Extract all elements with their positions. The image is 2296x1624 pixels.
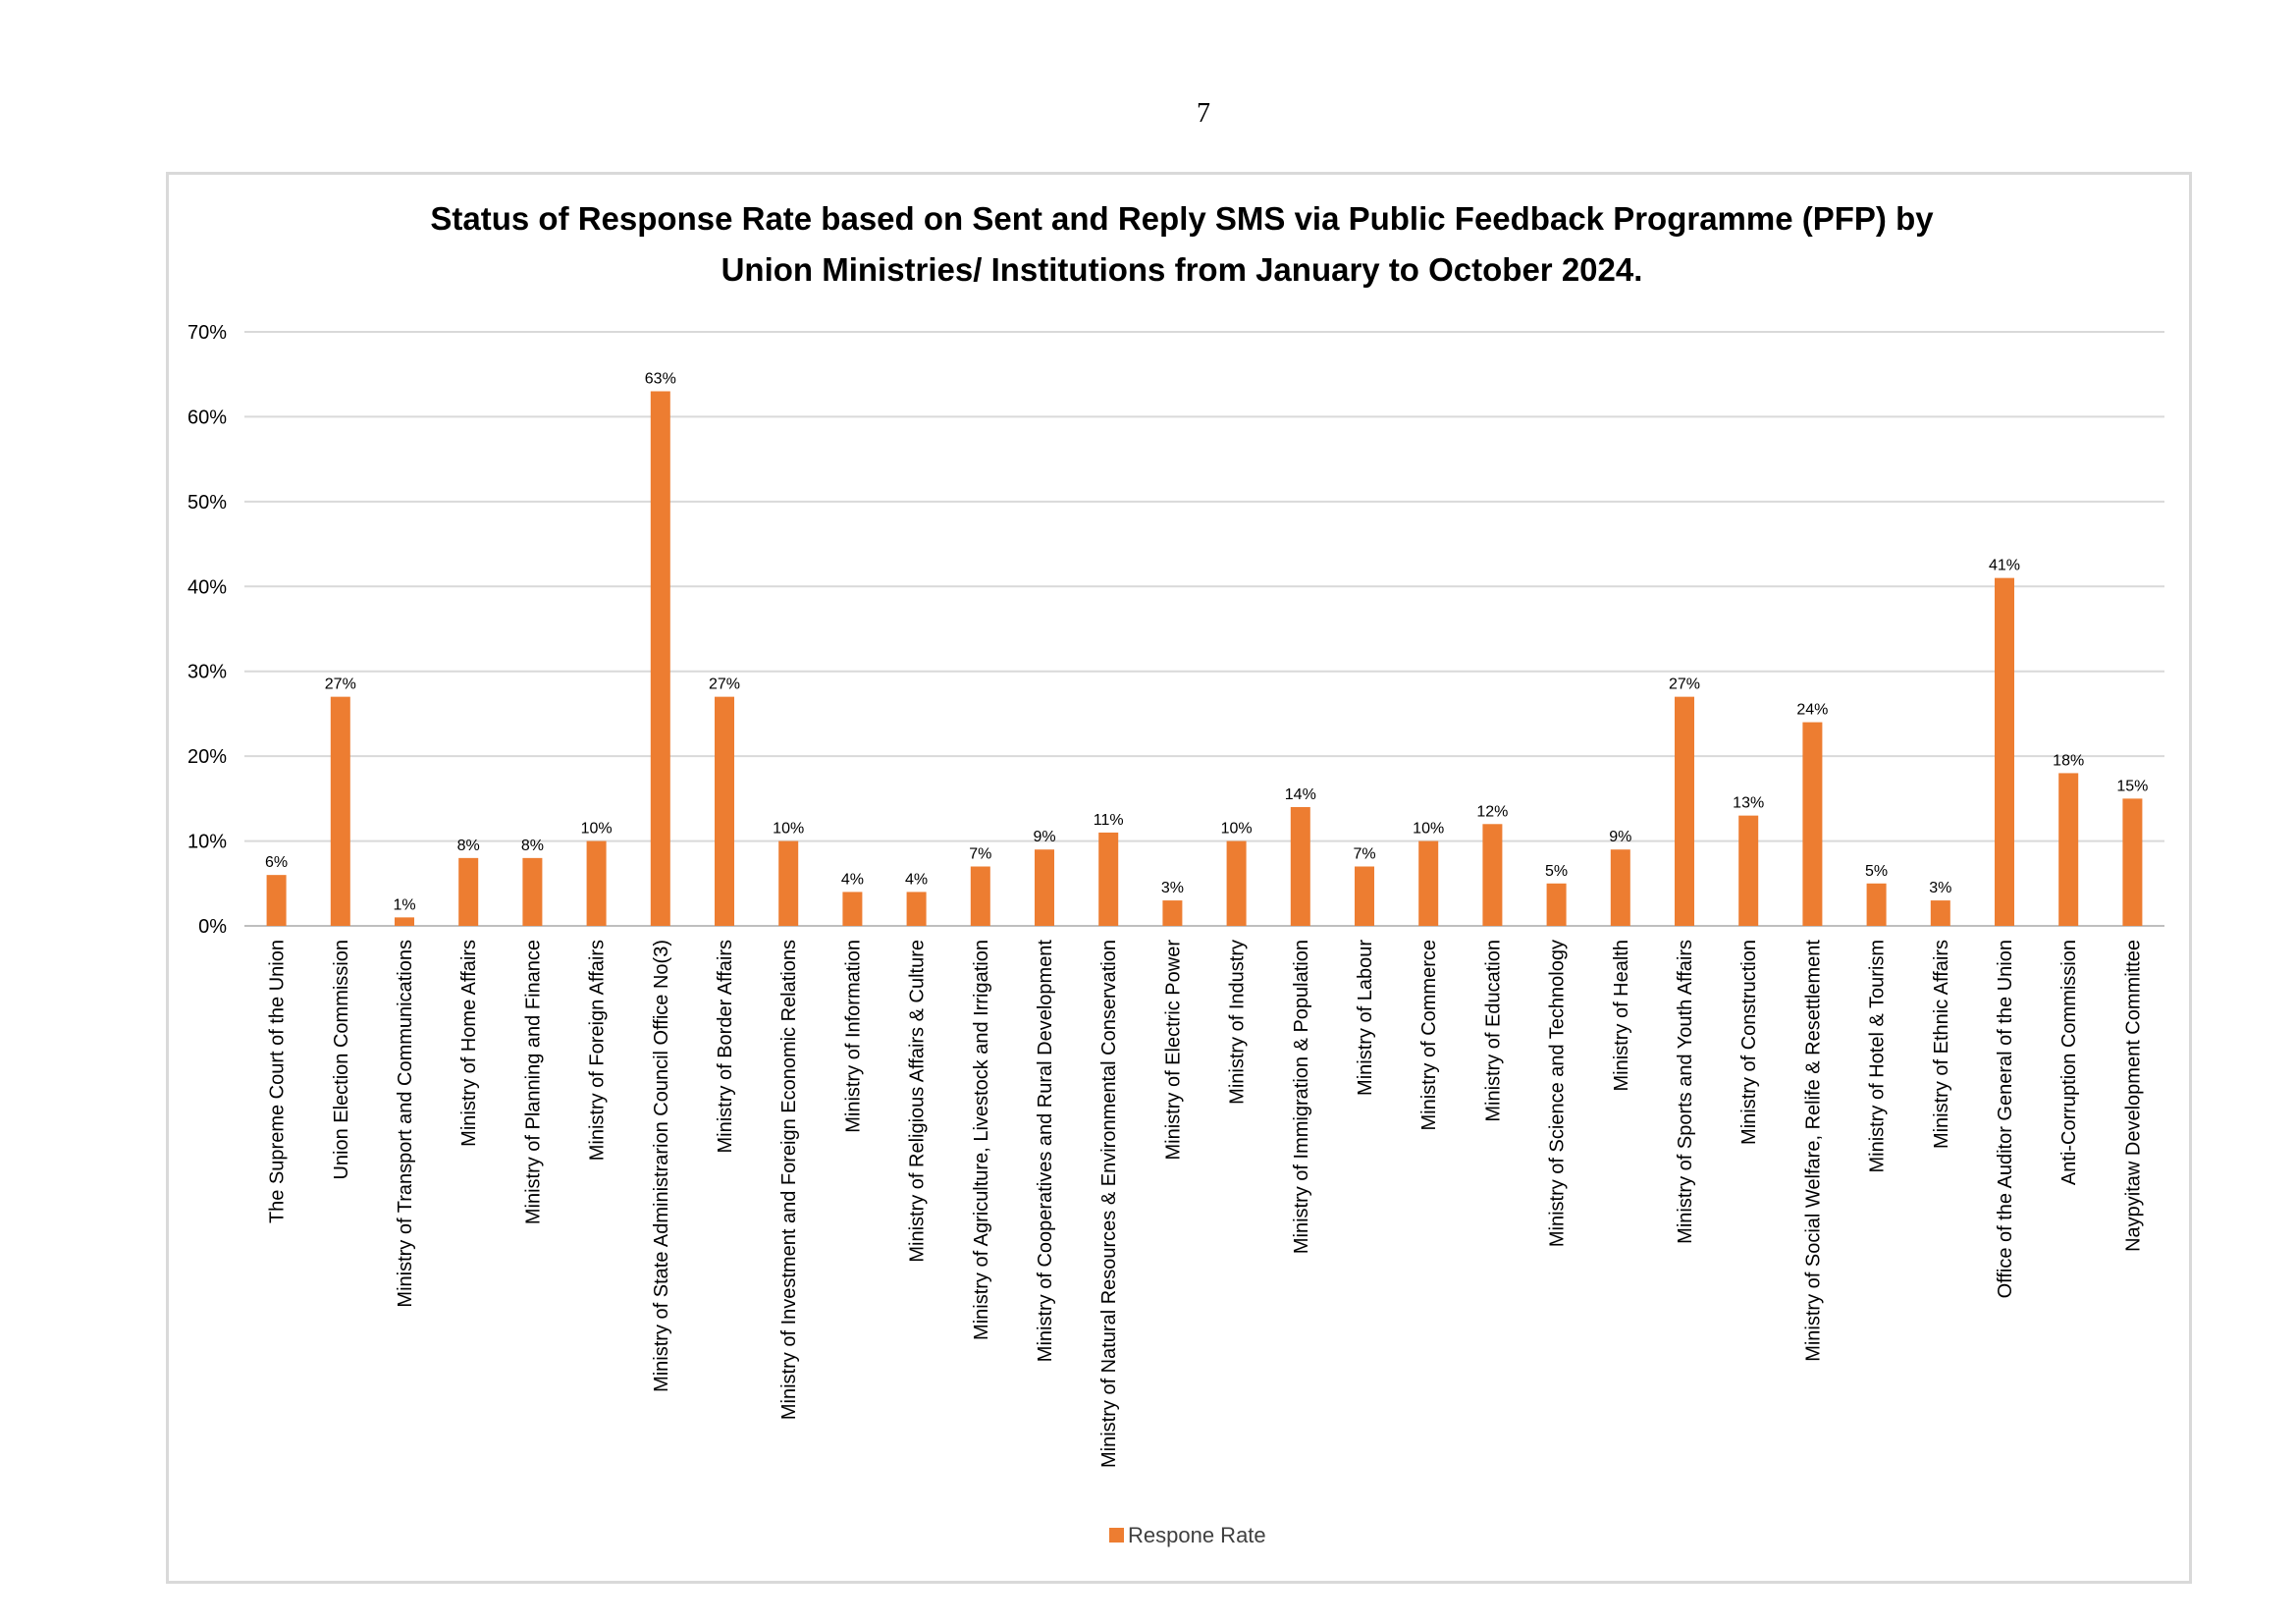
bar xyxy=(1291,807,1310,926)
legend-label: Respone Rate xyxy=(1128,1523,1266,1547)
bar xyxy=(2122,798,2142,926)
page-number: 7 xyxy=(1197,98,1210,129)
bar xyxy=(907,892,927,926)
data-label: 8% xyxy=(520,837,544,854)
bar xyxy=(331,697,350,926)
category-label: Ministry of Cooperatives and Rural Development xyxy=(1035,940,1056,1363)
data-label: 1% xyxy=(393,896,416,914)
bar xyxy=(1867,884,1887,926)
data-label: 7% xyxy=(1353,845,1376,863)
bar xyxy=(1547,884,1567,926)
category-label: Ministry of Natural Resources & Environmental Conservation xyxy=(1098,940,1121,1468)
bar xyxy=(1418,841,1438,926)
category-labels xyxy=(267,940,2145,1468)
data-label: 13% xyxy=(1733,794,1765,812)
y-tick-label: 40% xyxy=(187,576,227,599)
category-label: Ministry of Immigration & Population xyxy=(1290,940,1312,1255)
legend-swatch xyxy=(1109,1528,1124,1543)
bar xyxy=(1098,833,1118,926)
y-tick-label: 60% xyxy=(187,406,227,429)
category-label: Ministry of State Administrarion Council Office No(3) xyxy=(650,940,672,1392)
category-label: Ministry of Health xyxy=(1610,940,1632,1092)
bars xyxy=(267,392,2143,927)
y-tick-label: 50% xyxy=(187,491,227,514)
bar-chart xyxy=(169,175,2189,1581)
bar xyxy=(1995,578,2014,926)
bar xyxy=(1738,816,1758,926)
bar xyxy=(587,841,607,926)
bar xyxy=(1162,900,1182,926)
data-label: 8% xyxy=(456,837,480,854)
y-tick-label: 10% xyxy=(187,831,227,853)
data-label: 9% xyxy=(1609,829,1632,846)
bar xyxy=(842,892,862,926)
bar xyxy=(971,867,990,927)
data-label: 24% xyxy=(1796,701,1829,719)
category-label: Naypyitaw Development Committee xyxy=(2122,940,2145,1252)
bar xyxy=(1035,849,1054,926)
data-labels xyxy=(265,371,2148,914)
category-label: Ministry of Construction xyxy=(1738,940,1761,1145)
category-label: Union Election Commission xyxy=(330,940,352,1180)
category-label: Ministry of Labour xyxy=(1355,940,1376,1096)
category-label: Ministry of Information xyxy=(842,940,865,1133)
data-label: 10% xyxy=(1413,820,1445,838)
y-tick-label: 0% xyxy=(198,916,227,938)
data-label: 3% xyxy=(1160,880,1184,897)
category-label: Ministry of Education xyxy=(1482,940,1505,1122)
category-label: Ministry of Sports and Youth Affairs xyxy=(1675,940,1696,1244)
bar xyxy=(458,858,478,926)
data-label: 11% xyxy=(1093,811,1124,829)
data-label: 9% xyxy=(1033,829,1056,846)
data-label: 27% xyxy=(708,676,741,693)
chart-subtitle: Union Ministries/ Institutions from January to October 2024. xyxy=(721,251,1643,288)
category-label: Ministry of Home Affairs xyxy=(458,940,481,1147)
category-label: Ministry of Hotel & Tourism xyxy=(1866,940,1889,1173)
category-label: Ministry of Ethnic Affairs xyxy=(1930,940,1952,1150)
y-axis-ticks xyxy=(187,322,227,938)
category-label: Ministry of Transport and Communications xyxy=(395,940,416,1308)
bar xyxy=(1675,697,1694,926)
bar xyxy=(1802,723,1822,926)
bar xyxy=(715,697,734,926)
data-label: 41% xyxy=(1988,557,2021,574)
bar xyxy=(395,917,414,926)
category-label: Ministry of Agriculture, Livestock and Irrigation xyxy=(970,940,992,1340)
category-label: Ministry of Foreign Affairs xyxy=(586,940,609,1162)
chart-frame xyxy=(166,172,2192,1584)
y-tick-label: 30% xyxy=(187,661,227,683)
category-label: Ministry of Planning and Finance xyxy=(522,940,545,1225)
category-label: Ministry of Electric Power xyxy=(1162,940,1185,1161)
category-label: Ministry of Industry xyxy=(1226,940,1249,1105)
data-label: 4% xyxy=(840,871,864,889)
y-tick-label: 20% xyxy=(187,746,227,769)
bar xyxy=(651,392,670,927)
bar xyxy=(1611,849,1630,926)
data-label: 63% xyxy=(644,370,676,388)
bar xyxy=(1931,900,1950,926)
data-label: 18% xyxy=(2053,752,2085,770)
data-label: 14% xyxy=(1284,786,1316,803)
data-label: 12% xyxy=(1476,803,1509,821)
category-label: Ministry of Science and Technology xyxy=(1546,940,1569,1248)
bar xyxy=(522,858,542,926)
bar xyxy=(1482,824,1502,926)
category-label: Anti-Corruption Commission xyxy=(2058,940,2081,1186)
chart-title: Status of Response Rate based on Sent and Reply SMS via Public Feedback Programme (PFP) by xyxy=(430,200,1934,237)
data-label: 27% xyxy=(1668,676,1701,693)
category-label: Ministry of Border Affairs xyxy=(715,940,736,1154)
data-label: 10% xyxy=(580,820,613,838)
bar xyxy=(1355,867,1374,927)
legend xyxy=(1109,1523,1266,1547)
data-label: 5% xyxy=(1865,862,1889,880)
data-label: 4% xyxy=(905,871,929,889)
category-label: Ministry of Investment and Foreign Economic Relations xyxy=(778,940,801,1421)
category-label: The Supreme Court of the Union xyxy=(266,940,289,1224)
bar xyxy=(778,841,798,926)
bar xyxy=(267,875,287,926)
data-label: 3% xyxy=(1929,880,1952,897)
data-label: 27% xyxy=(324,676,356,693)
data-label: 15% xyxy=(2116,778,2149,795)
category-label: Ministry of Religious Affairs & Culture xyxy=(906,940,929,1263)
data-label: 6% xyxy=(265,854,289,872)
data-label: 10% xyxy=(1220,820,1253,838)
y-tick-label: 70% xyxy=(187,322,227,344)
data-label: 5% xyxy=(1545,862,1569,880)
category-label: Ministry of Commerce xyxy=(1418,940,1441,1131)
bar xyxy=(2058,773,2078,926)
bar xyxy=(1227,841,1247,926)
data-label: 7% xyxy=(969,845,992,863)
category-label: Office of the Auditor General of the Union xyxy=(1995,940,2016,1299)
data-label: 10% xyxy=(773,820,805,838)
category-label: Ministry of Social Welfare, Relife & Resettlement xyxy=(1802,940,1825,1362)
